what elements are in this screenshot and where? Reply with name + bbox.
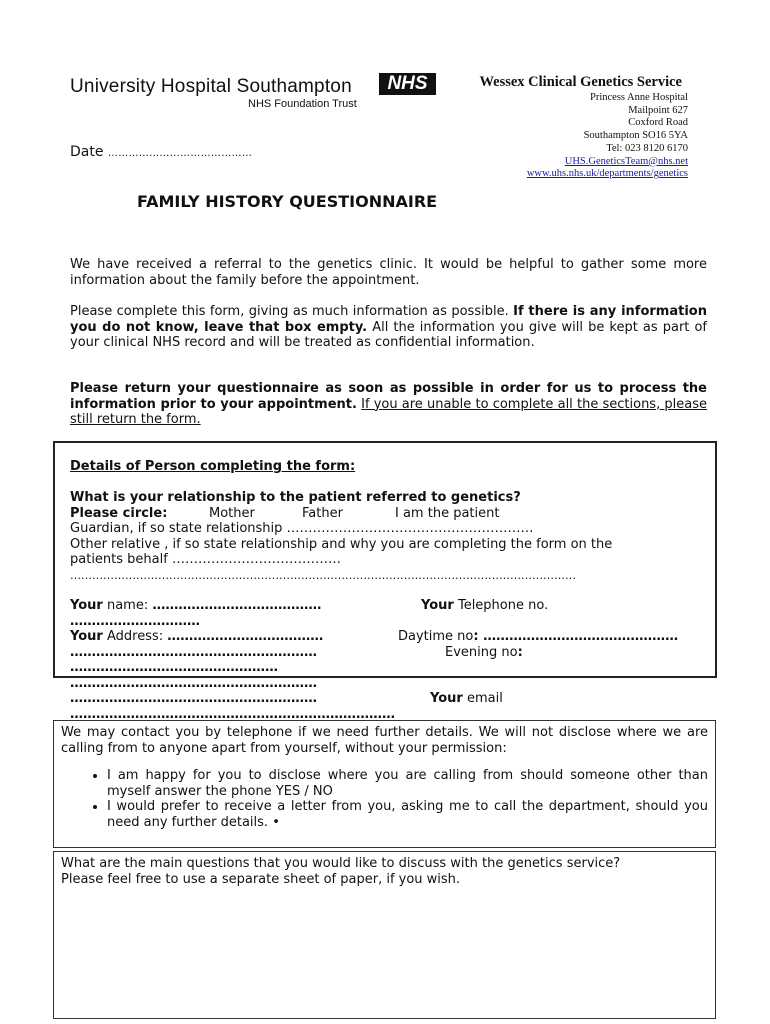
disclose-option[interactable]: • I am happy for you to disclose where you are calling from should someone other than myself answer the phone YES / NO xyxy=(107,768,708,799)
daytime-number-field[interactable] xyxy=(398,629,678,645)
intro-paragraph-1: We have received a referral to the genetics clinic. It would be helpful to gather some more information about the family before the appointment. xyxy=(70,257,707,288)
option-patient[interactable]: I am the patient xyxy=(395,506,500,521)
contact-options-list xyxy=(61,768,708,830)
evening-number-field[interactable] xyxy=(445,645,523,661)
intro-p3-underline: If you are unable to complete all the sections, please still return the form. xyxy=(70,396,707,427)
address-line: Mailpoint 627 xyxy=(628,104,688,116)
address-line: Southampton SO16 5YA xyxy=(583,130,688,142)
name-dots: ………………………………… xyxy=(152,598,322,613)
name-dots-continued[interactable]: ………………………… xyxy=(70,614,200,629)
address-label: Address: xyxy=(102,629,168,644)
intro-p2-bold: If there is any information you do not know, leave that box empty. xyxy=(70,304,707,335)
intro-paragraph-3 xyxy=(70,381,707,428)
email-label xyxy=(430,691,503,707)
details-heading: Details of Person completing the form: xyxy=(70,459,356,474)
relationship-question: What is your relationship to the patient referred to genetics? xyxy=(70,490,521,505)
address-line-3[interactable]: ………………………………………………… xyxy=(70,676,317,691)
your-label: Your xyxy=(421,598,454,613)
contact-permission-box xyxy=(53,720,716,848)
name-label: name: xyxy=(102,598,153,613)
telephone-label xyxy=(421,598,548,614)
date-dots: …………………………………… xyxy=(107,148,253,159)
intro-p2-text: Please complete this form, giving as much information as possible. xyxy=(70,304,514,319)
questions-box[interactable] xyxy=(53,851,716,1019)
guardian-field[interactable]: Guardian, if so state relationship ………………………………………………… xyxy=(70,521,534,536)
evening-label: Evening no xyxy=(445,645,518,660)
date-label: Date xyxy=(70,144,104,160)
nhs-logo: NHS xyxy=(379,73,436,95)
address-line-1[interactable]: ………………………………………………… xyxy=(70,645,317,660)
questions-note: Please feel free to use a separate sheet of paper, if you wish. xyxy=(61,871,461,887)
questions-prompt: What are the main questions that you would like to discuss with the genetics service? xyxy=(61,856,621,871)
address-line: Tel: 023 8120 6170 xyxy=(606,142,688,154)
trust-name: NHS Foundation Trust xyxy=(248,98,357,110)
option-father[interactable]: Father xyxy=(302,506,343,521)
telephone-label-text: Telephone no. xyxy=(453,598,549,613)
other-relative-line[interactable]: ………………………………………………………………………………………………………………………… xyxy=(70,569,576,582)
name-field[interactable] xyxy=(70,598,321,614)
your-label: Your xyxy=(430,691,463,706)
address-line-4[interactable]: ………………………………………………… xyxy=(70,691,317,706)
other-relative-label: Other relative , if so state relationship and why you are completing the form on the xyxy=(70,537,613,552)
address-line-2[interactable]: ………………………………………… xyxy=(70,660,278,675)
circle-label: Please circle: xyxy=(70,506,168,521)
website-link[interactable]: www.uhs.nhs.uk/departments/genetics xyxy=(526,168,688,180)
intro-p2-end: All the information you give will be kept as part of your clinical NHS record and will be treated as confidential information. xyxy=(70,319,708,350)
service-name: Wessex Clinical Genetics Service xyxy=(479,74,682,90)
evening-colon: : xyxy=(517,645,523,660)
address-line: Coxford Road xyxy=(628,117,688,129)
hospital-name: University Hospital Southampton xyxy=(70,76,352,97)
patients-behalf-field[interactable]: patients behalf ………………………………… xyxy=(70,552,341,567)
email-link[interactable]: UHS.GeneticsTeam@nhs.net xyxy=(564,155,688,167)
address-line: Princess Anne Hospital xyxy=(590,92,688,103)
address-dots: ……………………………… xyxy=(167,629,324,644)
your-label: Your xyxy=(70,629,103,644)
address-field[interactable] xyxy=(70,629,323,645)
daytime-dots: : ……………………………………… xyxy=(473,629,679,644)
option-mother[interactable]: Mother xyxy=(209,506,255,521)
letter-option[interactable]: • I would prefer to receive a letter from you, asking me to call the department, should you need any further details. • xyxy=(107,799,708,830)
page-title: FAMILY HISTORY QUESTIONNAIRE xyxy=(137,192,438,211)
your-label: Your xyxy=(70,598,103,613)
service-address xyxy=(527,92,688,181)
email-label-text: email xyxy=(462,691,503,706)
intro-p3-bold: Please return your questionnaire as soon as possible in order for us to process the information prior to your appointment. xyxy=(70,381,707,412)
date-field[interactable] xyxy=(70,144,252,160)
intro-paragraph-2 xyxy=(70,304,707,351)
contact-intro: We may contact you by telephone if we need further details. We will not disclose where we are calling from to anyone apart from yourself, without your permission: xyxy=(61,725,708,756)
daytime-label: Daytime no xyxy=(398,629,474,644)
email-field[interactable]: ………………………………………………………………… xyxy=(70,707,395,722)
